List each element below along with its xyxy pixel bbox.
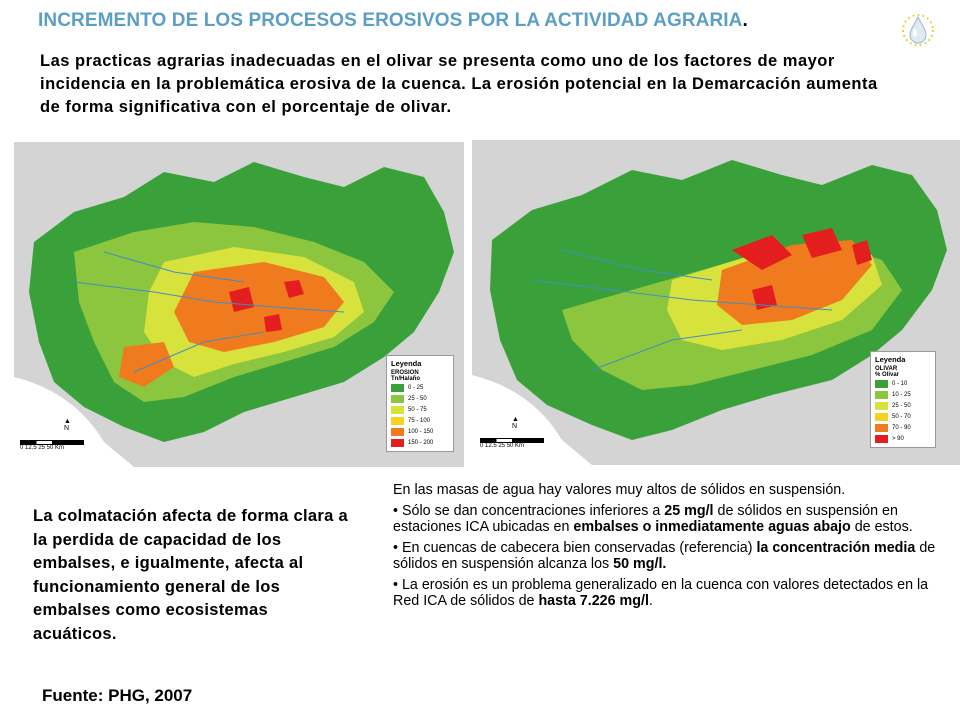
legend-swatch: [391, 384, 404, 392]
legend-label: 70 - 90: [892, 424, 911, 431]
legend-swatch: [391, 428, 404, 436]
solids-intro: En las masas de agua hay valores muy altos de sólidos en suspensión.: [393, 482, 846, 498]
bullet-embalses: • Sólo se dan concentraciones inferiores a 25 mg/l de sólidos en suspensión en estaciones ICA ubicadas en embalses o inmediatamente aguas abajo de estos.: [393, 502, 913, 535]
legend-row: [391, 437, 449, 448]
source-citation: Fuente: PHG, 2007: [42, 686, 193, 705]
legend-row: [875, 433, 931, 444]
legend-row: [391, 393, 449, 404]
legend-row: [391, 382, 449, 393]
legend-row: [875, 422, 931, 433]
erosion-legend: [386, 355, 454, 452]
legend-row: [391, 415, 449, 426]
legend-label: 10 - 25: [892, 391, 911, 398]
legend-label: 75 - 100: [408, 417, 431, 424]
legend-label: 50 - 75: [408, 406, 427, 413]
legend-unit: % Olivar: [875, 372, 900, 378]
legend-swatch: [391, 395, 404, 403]
north-arrow-icon: ▲ N: [512, 416, 519, 430]
legend-label: 25 - 50: [408, 395, 427, 402]
water-drop-logo-icon: [900, 12, 936, 48]
legend-row: [391, 404, 449, 415]
legend-swatch: [875, 435, 888, 443]
bullet-cabecera: • En cuencas de cabecera bien conservadas (referencia) la concentración media de sólidos en suspensión alcanza los 50 mg/l.: [393, 539, 936, 572]
bullet-red-ica: • La erosión es un problema generalizado en la cuenca con valores detectados en la Red ICA de sólidos de hasta 7.226 mg/l.: [393, 576, 929, 609]
legend-label: 50 - 70: [892, 413, 911, 420]
legend-row: [875, 400, 931, 411]
legend-subtitle: OLIVAR: [875, 366, 898, 372]
legend-row: [391, 426, 449, 437]
legend-subtitle: EROSION: [391, 370, 419, 376]
legend-swatch: [875, 380, 888, 388]
legend-label: 25 - 50: [892, 402, 911, 409]
north-arrow-icon: ▲ N: [64, 418, 71, 432]
erosion-map: [14, 142, 464, 467]
legend-title: Leyenda: [875, 355, 906, 364]
legend-swatch: [875, 413, 888, 421]
legend-title: Leyenda: [391, 359, 422, 368]
intro-paragraph: Las practicas agrarias inadecuadas en el olivar se presenta como uno de los factores de mayor incidencia en la problemática erosiva de la cuenca. La erosión potencial en la Demarcación aumenta de forma significativa con el porcentaje de olivar.: [40, 52, 878, 116]
scale-bar: 0 12.5 25 50 Km: [20, 440, 84, 451]
solids-text-block: [393, 482, 938, 614]
legend-swatch: [875, 402, 888, 410]
legend-unit: Tn/Ha/año: [391, 376, 421, 382]
legend-label: 100 - 150: [408, 428, 434, 435]
olive-legend: [870, 351, 936, 448]
legend-label: 0 - 25: [408, 384, 424, 391]
legend-swatch: [875, 391, 888, 399]
legend-swatch: [391, 417, 404, 425]
scale-bar: 0 12.5 25 50 Km: [480, 438, 544, 449]
legend-label: 0 - 10: [892, 380, 908, 387]
legend-swatch: [875, 424, 888, 432]
olive-map: [472, 140, 960, 465]
legend-label: > 90: [892, 435, 904, 442]
colmatacion-paragraph: La colmatación afecta de forma clara a la perdida de capacidad de los embalses, e igualmente, afecta al funcionamiento general de los embalses como ecosistemas acuáticos.: [33, 507, 348, 643]
legend-row: [875, 378, 931, 389]
legend-row: [875, 411, 931, 422]
legend-swatch: [391, 406, 404, 414]
legend-swatch: [391, 439, 404, 447]
legend-row: [875, 389, 931, 400]
legend-label: 150 - 200: [408, 439, 434, 446]
page-title: INCREMENTO DE LOS PROCESOS EROSIVOS POR LA ACTIVIDAD AGRARIA.: [38, 10, 748, 31]
